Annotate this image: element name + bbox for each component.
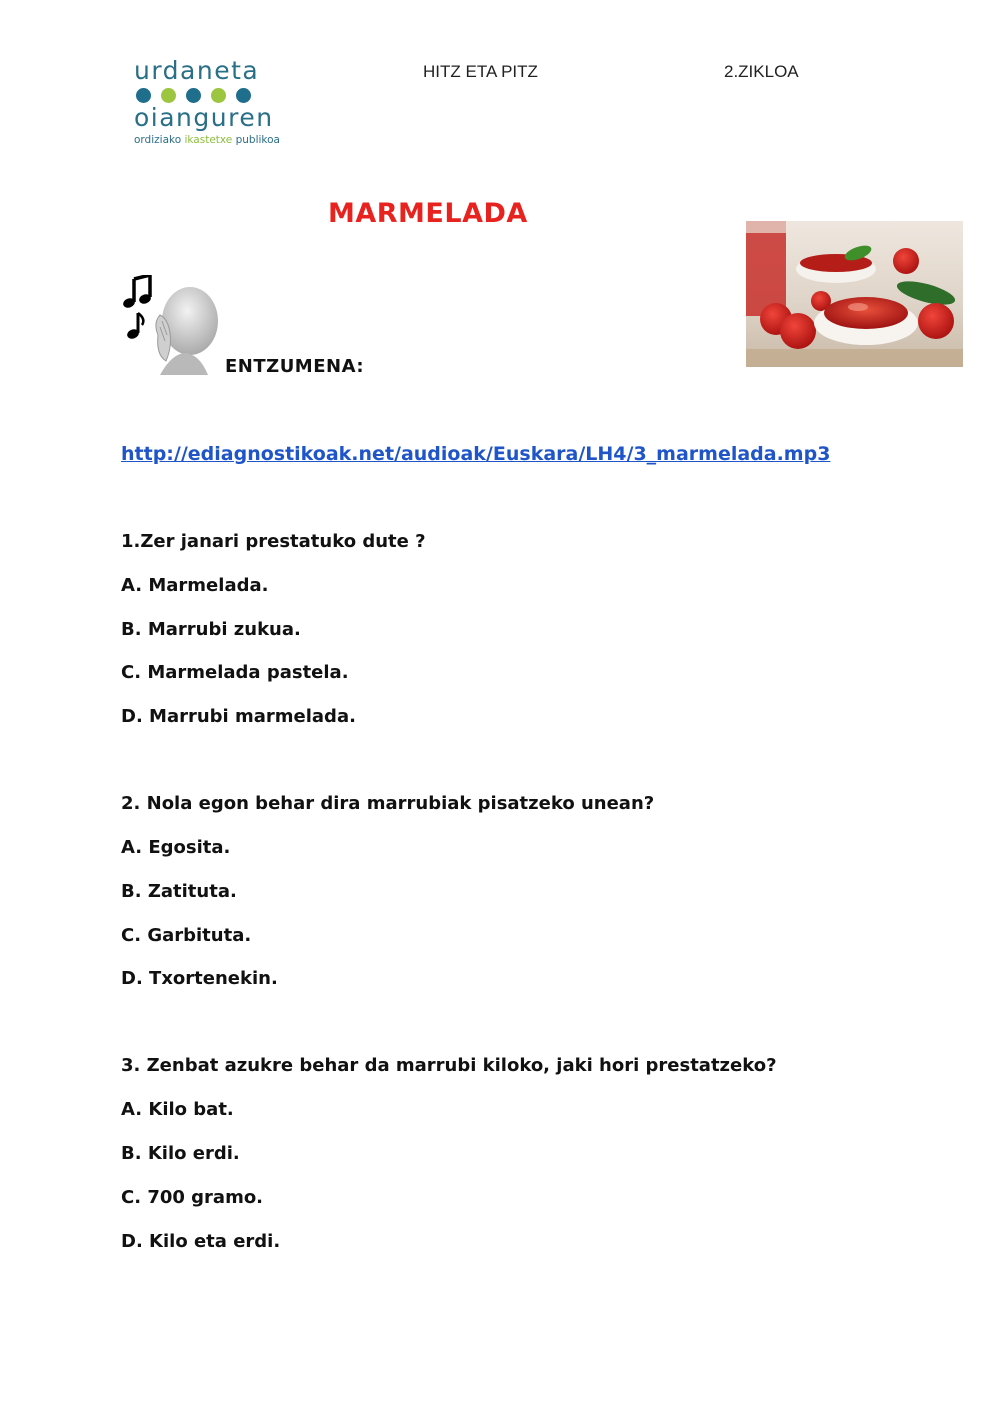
- logo-line-2: oianguren: [134, 103, 274, 132]
- answer-option: C. 700 gramo.: [121, 1187, 264, 1208]
- answer-option: A. Egosita.: [121, 837, 231, 858]
- answer-option: D. Txortenekin.: [121, 968, 278, 989]
- logo-dot: [136, 88, 151, 103]
- listening-person-icon: [120, 275, 225, 375]
- page-title: MARMELADA: [328, 198, 528, 229]
- answer-option: B. Marrubi zukua.: [121, 619, 301, 640]
- logo-dots: [136, 88, 284, 103]
- header-cycle: 2.ZIKLOA: [724, 62, 799, 81]
- answer-option: B. Kilo erdi.: [121, 1143, 240, 1164]
- logo-dot: [161, 88, 176, 103]
- logo-dot: [236, 88, 251, 103]
- school-logo: [134, 58, 284, 146]
- logo-tagline-part3: publikoa: [232, 134, 280, 146]
- audio-link[interactable]: http://ediagnostikoak.net/audioak/Euskara/LH4/3_marmelada.mp3: [121, 443, 831, 465]
- header-subject: HITZ ETA PITZ: [423, 62, 538, 81]
- answer-option: D. Kilo eta erdi.: [121, 1231, 281, 1252]
- logo-tagline-part1: ordiziako: [134, 134, 185, 146]
- answer-option: B. Zatituta.: [121, 881, 237, 902]
- logo-tagline: [134, 134, 284, 146]
- logo-line-1: urdaneta: [134, 56, 260, 85]
- logo-dot: [186, 88, 201, 103]
- question-3: 3. Zenbat azukre behar da marrubi kiloko, jaki hori prestatzeko?: [121, 1055, 777, 1076]
- answer-option: A. Kilo bat.: [121, 1099, 234, 1120]
- question-1: 1.Zer janari prestatuko dute ?: [121, 531, 426, 552]
- answer-option: C. Garbituta.: [121, 925, 252, 946]
- logo-tagline-part2: ikastetxe: [184, 134, 233, 146]
- section-label-listening: ENTZUMENA:: [225, 356, 365, 377]
- strawberry-jam-photo: [746, 221, 963, 367]
- answer-option: D. Marrubi marmelada.: [121, 706, 356, 727]
- answer-option: A. Marmelada.: [121, 575, 269, 596]
- logo-dot: [211, 88, 226, 103]
- question-2: 2. Nola egon behar dira marrubiak pisatzeko unean?: [121, 793, 655, 814]
- answer-option: C. Marmelada pastela.: [121, 662, 349, 683]
